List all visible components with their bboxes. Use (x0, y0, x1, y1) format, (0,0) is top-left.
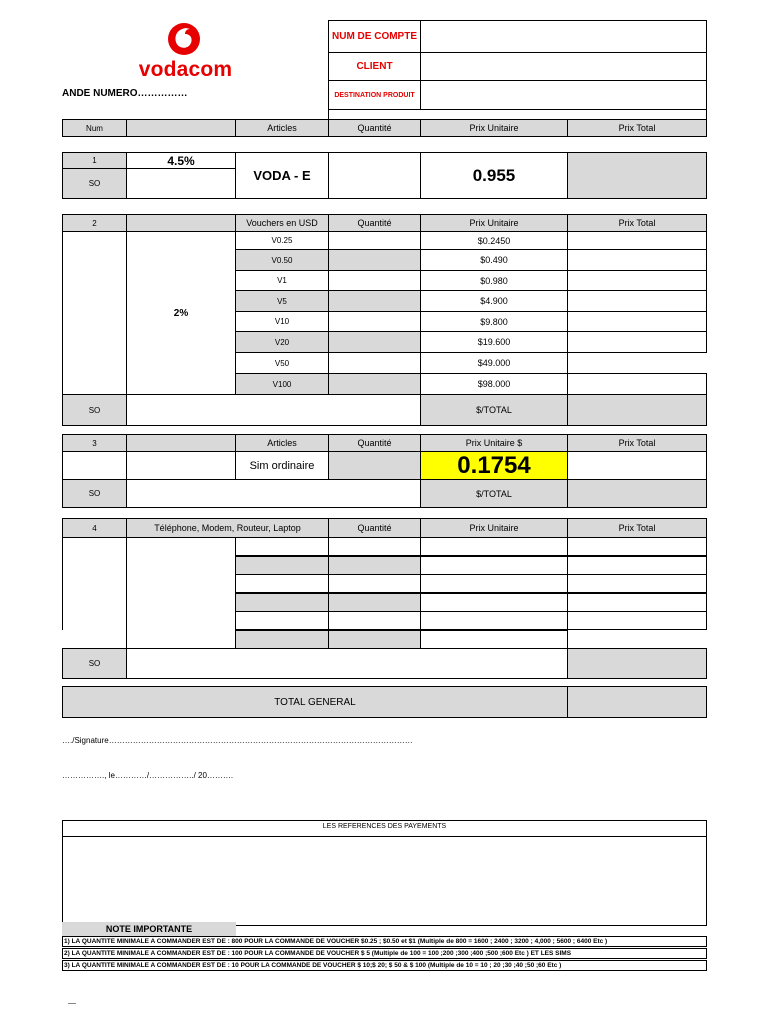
section3-blank (126, 434, 236, 452)
voucher-name: V0.50 (235, 249, 329, 271)
voucher-quantity[interactable] (328, 352, 421, 374)
voucher-unit-price: $0.2450 (420, 231, 568, 250)
device-quantity-cell[interactable] (328, 574, 421, 593)
voucher-total-price (567, 249, 707, 271)
section1-so-field[interactable] (126, 168, 236, 199)
device-unit-price-cell[interactable] (420, 630, 568, 649)
section3-num-cell (62, 451, 127, 480)
section1-total (567, 152, 707, 199)
section3-subtotal-label: $/TOTAL (420, 479, 568, 508)
section1-product: VODA - E (235, 152, 329, 199)
voucher-unit-price: $0.980 (420, 270, 568, 291)
section2-num-span (62, 231, 127, 395)
section2-blank (126, 214, 236, 232)
voucher-quantity[interactable] (328, 331, 421, 353)
voucher-unit-price: $0.490 (420, 249, 568, 271)
section1-unit-price: 0.955 (420, 152, 568, 199)
voucher-unit-price: $98.000 (420, 373, 568, 395)
section4-article-span (126, 537, 236, 649)
section4-col-articles: Téléphone, Modem, Routeur, Laptop (126, 518, 329, 538)
section2-col-quantity: Quantité (328, 214, 421, 232)
voucher-name: V5 (235, 290, 329, 312)
section1-num: 1 (62, 152, 127, 169)
section1-rate: 4.5% (126, 152, 236, 169)
voucher-name: V50 (235, 352, 329, 374)
section3-total (567, 451, 707, 480)
device-quantity-cell[interactable] (328, 630, 421, 649)
section3-product: Sim ordinaire (235, 451, 329, 480)
section2-num: 2 (62, 214, 127, 232)
date-line: ……………., le…………/……………../ 20………. (62, 771, 234, 780)
voucher-unit-price: $9.800 (420, 311, 568, 332)
total-general-label: TOTAL GENERAL (62, 686, 568, 718)
voucher-total-price (567, 373, 707, 395)
voucher-quantity[interactable] (328, 373, 421, 395)
voucher-quantity[interactable] (328, 231, 421, 250)
section4-subtotal-value (567, 648, 707, 679)
section3-num: 3 (62, 434, 127, 452)
note-1: 1) LA QUANTITE MINIMALE A COMMANDER EST DE : 800 POUR LA COMMANDE DE VOUCHER $0.25 ; $0.50 et $1 (Multiple de 800 = 1600 ; 2400 ; 3200 ; 4,000 ; 5600 ; 6400 Etc ) (62, 936, 707, 947)
device-article-cell[interactable] (235, 611, 329, 630)
col-unit-price: Prix Unitaire (420, 119, 568, 137)
section3-col-quantity: Quantité (328, 434, 421, 452)
note-3: 3) LA QUANTITE MINIMALE A COMMANDER EST DE : 10 POUR LA COMMANDE DE VOUCHER $ 10;$ 20; $ 50 & $ 100 (Multiple de 10 = 10 ; 20 ;30 ;40 ;50 ;60 Etc ) (62, 960, 707, 971)
device-quantity-cell[interactable] (328, 611, 421, 630)
col-total-price: Prix Total (567, 119, 707, 137)
device-unit-price-cell[interactable] (420, 556, 568, 575)
device-article-cell[interactable] (235, 630, 329, 649)
voucher-name: V100 (235, 373, 329, 395)
section3-col-articles: Articles (235, 434, 329, 452)
voucher-quantity[interactable] (328, 311, 421, 332)
device-article-cell[interactable] (235, 574, 329, 593)
section2-rate: 2% (126, 231, 236, 395)
voucher-unit-price: $4.900 (420, 290, 568, 312)
voucher-unit-price: $49.000 (420, 352, 568, 374)
col-quantity: Quantité (328, 119, 421, 137)
section2-so: SO (62, 394, 127, 426)
vodacom-logo-icon (164, 22, 204, 56)
voucher-total-price (567, 290, 707, 312)
section3-col-unit-price: Prix Unitaire $ (420, 434, 568, 452)
section4-so-field[interactable] (126, 648, 568, 679)
brand-name: vodacom (138, 58, 233, 81)
device-total-cell (567, 611, 707, 630)
section1-so: SO (62, 168, 127, 199)
section2-so-field[interactable] (126, 394, 421, 426)
device-total-cell (567, 574, 707, 593)
device-article-cell[interactable] (235, 593, 329, 612)
voucher-quantity[interactable] (328, 290, 421, 312)
device-quantity-cell[interactable] (328, 556, 421, 575)
section4-so: SO (62, 648, 127, 679)
section4-col-quantity: Quantité (328, 518, 421, 538)
col-num: Num (62, 119, 127, 137)
voucher-total-price (567, 311, 707, 332)
account-label: NUM DE COMPTE (328, 20, 421, 53)
device-total-cell (567, 593, 707, 612)
voucher-total-price (567, 270, 707, 291)
section1-quantity[interactable] (328, 152, 421, 199)
section4-col-total-price: Prix Total (567, 518, 707, 538)
footer-mark (68, 1003, 76, 1004)
voucher-unit-price: $19.600 (420, 331, 568, 353)
voucher-name: V1 (235, 270, 329, 291)
section3-quantity[interactable] (328, 451, 421, 480)
signature-line: …./Signature…………………………………………………………………………………………………… (62, 736, 413, 745)
col-blank (126, 119, 236, 137)
device-article-cell[interactable] (235, 537, 329, 556)
order-number-label: ANDE NUMERO…………… (62, 88, 188, 99)
section2-subtotal-label: $/TOTAL (420, 394, 568, 426)
client-label: CLIENT (328, 52, 421, 81)
payments-title: LES REFERENCES DES PAYEMENTS (62, 820, 707, 837)
voucher-quantity[interactable] (328, 270, 421, 291)
destination-label: DESTINATION PRODUIT (328, 80, 421, 110)
section4-num: 4 (62, 518, 127, 538)
col-articles: Articles (235, 119, 329, 137)
device-article-cell[interactable] (235, 556, 329, 575)
device-total-cell (567, 556, 707, 575)
section4-left-border (62, 537, 63, 630)
voucher-name: V0.25 (235, 231, 329, 250)
section2-col-total-price: Prix Total (567, 214, 707, 232)
voucher-name: V20 (235, 331, 329, 353)
voucher-quantity[interactable] (328, 249, 421, 271)
section3-so-field[interactable] (126, 479, 421, 508)
section4-col-unit-price: Prix Unitaire (420, 518, 568, 538)
section3-blank-cell (126, 451, 236, 480)
note-title: NOTE IMPORTANTE (62, 922, 236, 936)
section2-subtotal-value (567, 394, 707, 426)
device-quantity-cell[interactable] (328, 593, 421, 612)
device-total-cell (567, 537, 707, 556)
device-unit-price-cell[interactable] (420, 611, 568, 630)
voucher-total-price (567, 231, 707, 250)
note-2: 2) LA QUANTITE MINIMALE A COMMANDER EST DE : 100 POUR LA COMMANDE DE VOUCHER $ 5 (Multiple de 100 = 100 ;200 ;300 ;400 ;500 ;600 Etc ) ET LES SIMS (62, 948, 707, 959)
account-field[interactable] (420, 20, 707, 53)
device-unit-price-cell[interactable] (420, 574, 568, 593)
section3-col-total-price: Prix Total (567, 434, 707, 452)
total-general-value (567, 686, 707, 718)
voucher-total-price (567, 331, 707, 353)
section3-so: SO (62, 479, 127, 508)
device-unit-price-cell[interactable] (420, 537, 568, 556)
section2-col-unit-price: Prix Unitaire (420, 214, 568, 232)
device-unit-price-cell[interactable] (420, 593, 568, 612)
client-field[interactable] (420, 52, 707, 81)
destination-field[interactable] (420, 80, 707, 110)
device-quantity-cell[interactable] (328, 537, 421, 556)
section2-col-articles: Vouchers en USD (235, 214, 329, 232)
section3-price: 0.1754 (420, 451, 568, 480)
voucher-name: V10 (235, 311, 329, 332)
section3-subtotal-value (567, 479, 707, 508)
payments-area[interactable] (62, 836, 707, 926)
